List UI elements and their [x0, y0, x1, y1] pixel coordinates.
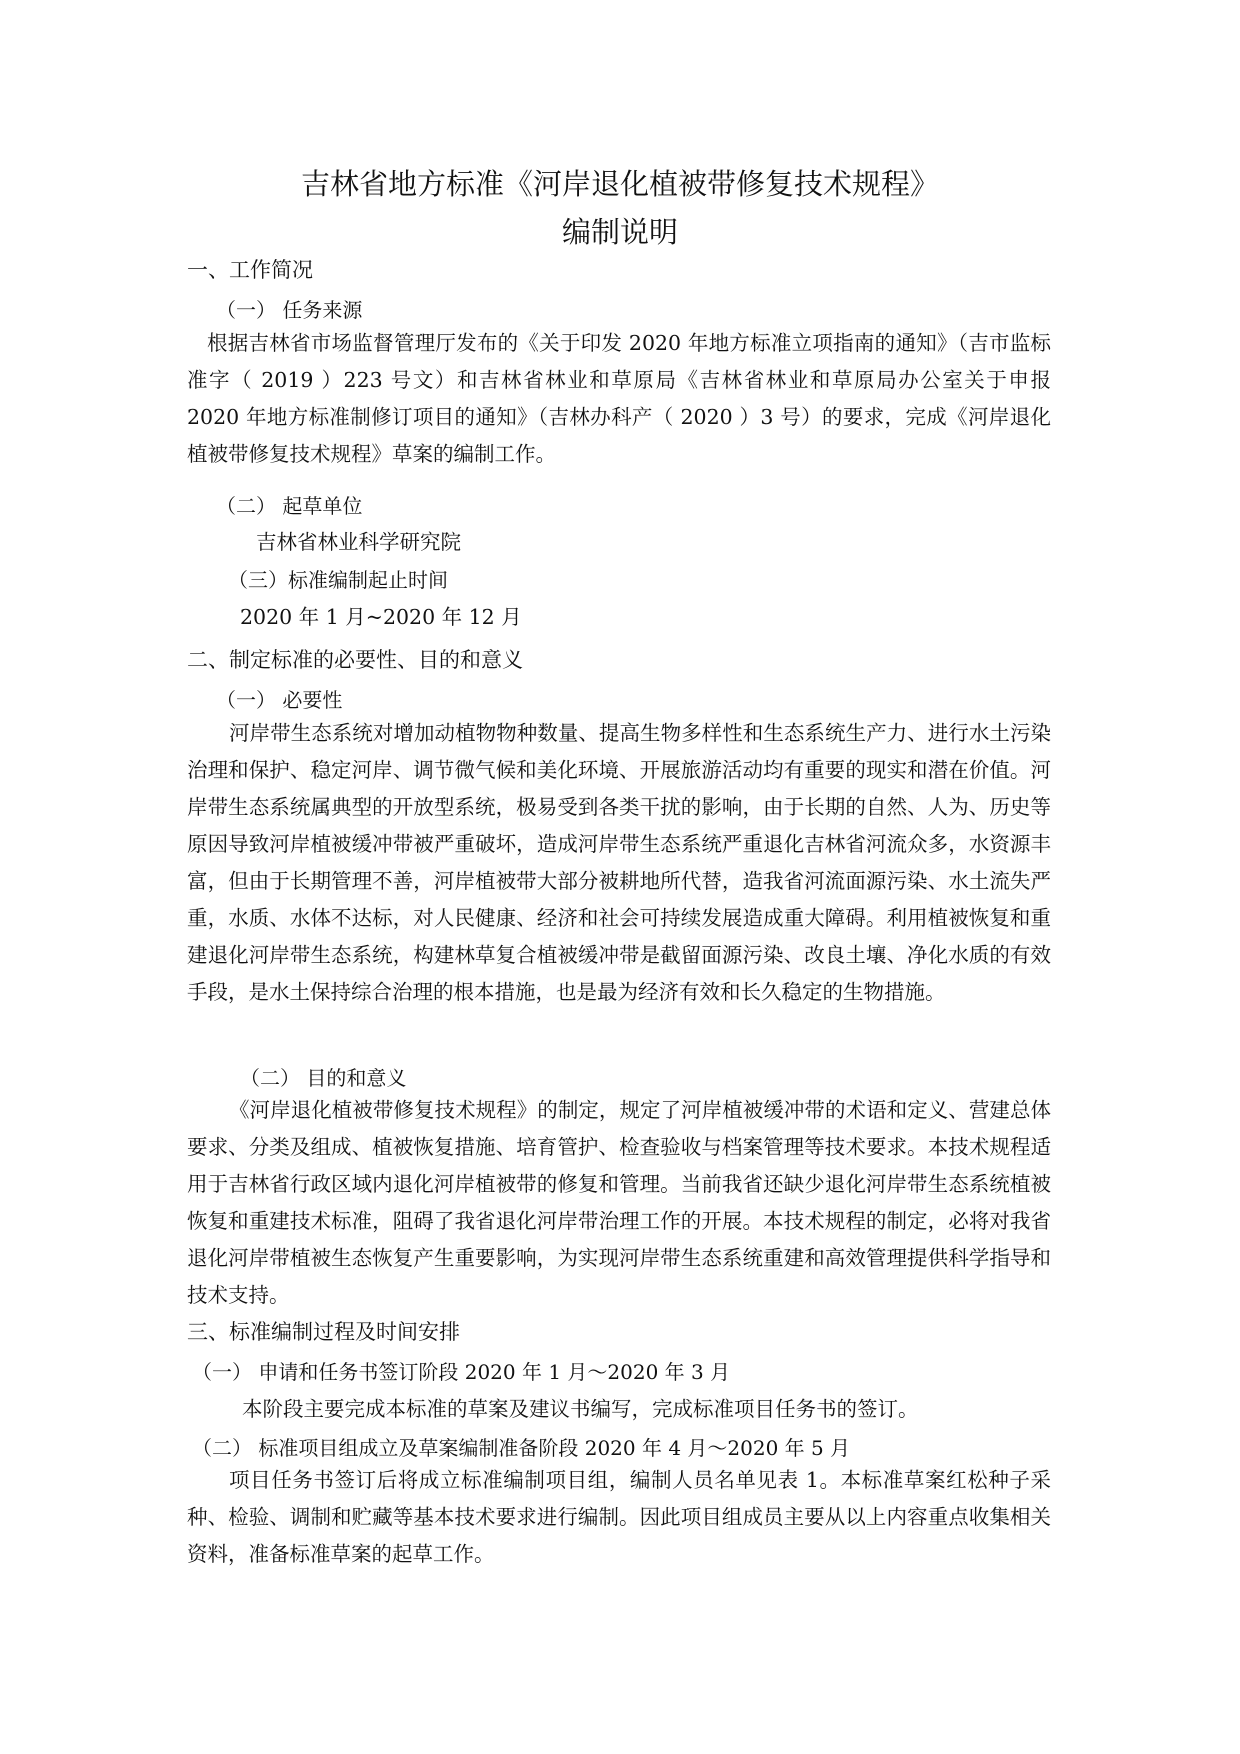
section-heading-2: 二、制定标准的必要性、目的和意义: [187, 648, 523, 672]
subsection-label-3-2: （二） 标准项目组成立及草案编制准备阶段 2020 年 4 月～2020 年 5 月: [192, 1436, 851, 1460]
paragraph-purpose: 《河岸退化植被带修复技术规程》的制定，规定了河岸植被缓冲带的术语和定义、营建总体要求、分类及组成、植被恢复措施、培育管护、检查验收与档案管理等技术要求。本技术规程适用于吉林省行政区域内退化河岸植被带的修复和管理。当前我省还缺少退化河岸带生态系统植被恢复和重建技术标准，阻碍了我省退化河岸带治理工作的开展。本技术规程的制定，必将对我省退化河岸带植被生态恢复产生重要影响，为实现河岸带生态系统重建和高效管理提供科学指导和技术支持。: [187, 1098, 1051, 1307]
subsection-label-2-1: （一） 必要性: [216, 688, 343, 712]
document-subtitle: 编制说明: [561, 215, 678, 249]
document-title: 吉林省地方标准《河岸退化植被带修复技术规程》: [300, 167, 939, 201]
subsection-label-3-1: （一） 申请和任务书签订阶段 2020 年 1 月～2020 年 3 月: [192, 1360, 731, 1384]
subsection-label-1-3: （三）标准编制起止时间: [228, 568, 448, 592]
subsection-label-1-1: （一） 任务来源: [216, 298, 363, 322]
paragraph-stage-2: 项目任务书签订后将成立标准编制项目组，编制人员名单见表 1。本标准草案红松种子采种、检验、调制和贮藏等基本技术要求进行编制。因此项目组成员主要从以上内容重点收集相关资料，准备标准草案的起草工作。: [187, 1468, 1051, 1566]
paragraph-necessity: 河岸带生态系统对增加动植物物种数量、提高生物多样性和生态系统生产力、进行水土污染治理和保护、稳定河岸、调节微气候和美化环境、开展旅游活动均有重要的现实和潜在价值。河岸带生态系统属典型的开放型系统，极易受到各类干扰的影响，由于长期的自然、人为、历史等原因导致河岸植被缓冲带被严重破坏，造成河岸带生态系统严重退化吉林省河流众多，水资源丰富，但由于长期管理不善，河岸植被带大部分被耕地所代替，造我省河流面源污染、水土流失严重，水质、水体不达标，对人民健康、经济和社会可持续发展造成重大障碍。利用植被恢复和重建退化河岸带生态系统，构建林草复合植被缓冲带是截留面源污染、改良土壤、净化水质的有效手段，是水土保持综合治理的根本措施，也是最为经济有效和长久稳定的生物措施。: [187, 721, 1051, 1004]
paragraph-timeframe: 2020 年 1 月~2020 年 12 月: [240, 605, 522, 629]
paragraph-stage-1: 本阶段主要完成本标准的草案及建议书编写，完成标准项目任务书的签订。: [242, 1397, 919, 1421]
paragraph-drafting-unit: 吉林省林业科学研究院: [256, 530, 461, 554]
paragraph-task-source: 根据吉林省市场监督管理厅发布的《关于印发 2020 年地方标准立项指南的通知》（吉市监标准字（ 2019 ）223 号文）和吉林省林业和草原局《吉林省林业和草原局办公室关于申报 2020 年地方标准制修订项目的通知》（吉林办科产（ 2020 ）3 号）的要求，完成《河岸退化植被带修复技术规程》草案的编制工作。: [187, 331, 1051, 466]
section-heading-3: 三、标准编制过程及时间安排: [187, 1320, 460, 1344]
subsection-label-1-2: （二） 起草单位: [216, 494, 363, 518]
subsection-label-2-2: （二） 目的和意义: [240, 1066, 407, 1090]
section-heading-1: 一、工作简况: [187, 258, 313, 282]
